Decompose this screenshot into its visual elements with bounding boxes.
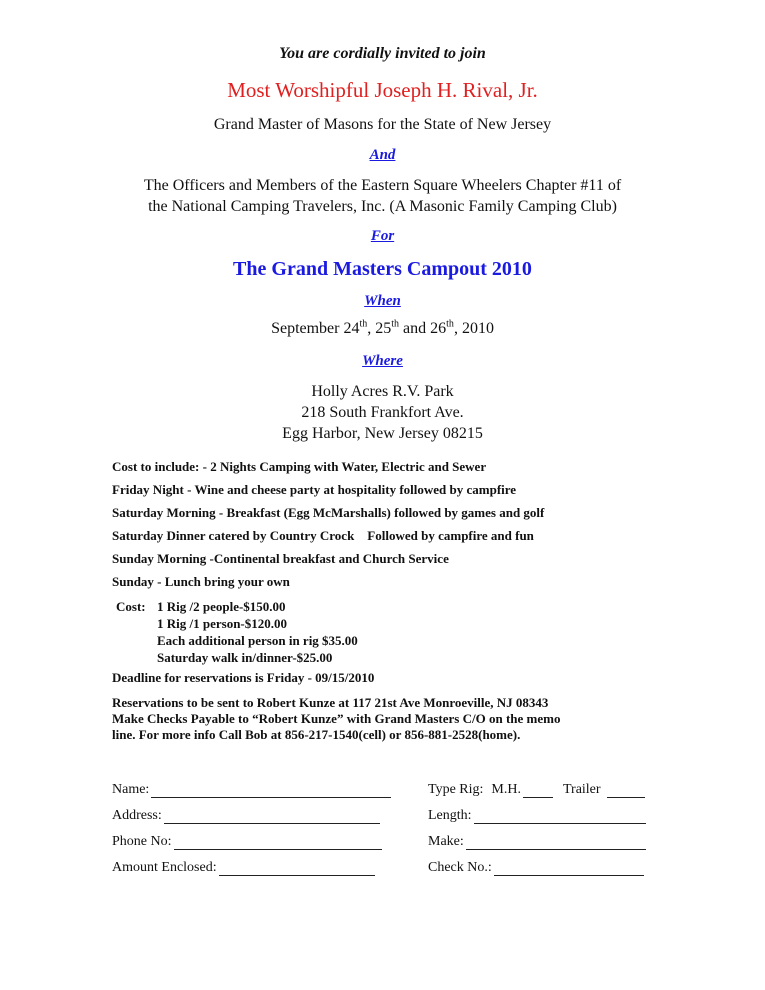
amount-blank[interactable] <box>219 862 375 876</box>
check-field <box>428 858 644 876</box>
cost-item: Each additional person in rig $35.00 <box>157 633 358 648</box>
date-sup: th <box>391 318 400 330</box>
detail-line: Sunday - Lunch bring your own <box>112 574 290 589</box>
reservation-line: line. For more info Call Bob at 856-217-1540(cell) or 856-881-2528(home). <box>112 727 521 742</box>
mh-label: M.H. <box>491 782 521 797</box>
cost-item: 1 Rig /1 person-$120.00 <box>157 616 287 631</box>
venue-address <box>0 381 765 444</box>
amount-label: Amount Enclosed: <box>112 860 217 875</box>
venue-city: Egg Harbor, New Jersey 08215 <box>282 425 483 442</box>
name-label: Name: <box>112 782 150 797</box>
phone-label: Phone No: <box>112 834 172 849</box>
detail-line: Saturday Morning - Breakfast (Egg McMarshalls) followed by games and golf <box>112 505 545 520</box>
address-label: Address: <box>112 808 162 823</box>
event-dates <box>0 320 765 338</box>
invitation-intro: You are cordially invited to join <box>279 45 486 62</box>
connector-when: When <box>364 293 401 309</box>
amount-field <box>112 858 375 876</box>
address-field <box>112 806 380 824</box>
make-field <box>428 832 646 850</box>
length-field <box>428 806 646 824</box>
grand-master-title: Grand Master of Masons for the State of New Jersey <box>213 116 552 133</box>
event-title: The Grand Masters Campout 2010 <box>233 258 532 280</box>
officers-text <box>0 175 765 217</box>
connector-for-wrap <box>0 227 765 245</box>
address-blank[interactable] <box>164 810 380 824</box>
date-part: , 25 <box>367 320 392 337</box>
venue-street: 218 South Frankfort Ave. <box>301 404 464 421</box>
length-label: Length: <box>428 808 472 823</box>
phone-field <box>112 832 382 850</box>
date-part: and 26 <box>399 320 447 337</box>
length-blank[interactable] <box>474 810 646 824</box>
reservation-line: Make Checks Payable to “Robert Kunze” with Grand Masters C/O on the memo <box>112 711 561 726</box>
date-sup: th <box>359 318 368 330</box>
make-blank[interactable] <box>466 836 646 850</box>
type-rig-label: Type Rig: <box>428 782 484 797</box>
reservation-info <box>112 695 632 743</box>
connector-where: Where <box>362 353 403 369</box>
detail-line: Cost to include: - 2 Nights Camping with Water, Electric and Sewer <box>112 459 487 474</box>
make-label: Make: <box>428 834 464 849</box>
connector-for: For <box>370 228 395 244</box>
date-part: , 2010 <box>453 320 494 337</box>
type-rig-field <box>428 780 645 798</box>
mh-blank[interactable] <box>523 784 553 798</box>
honoree-name: Most Worshipful Joseph H. Rival, Jr. <box>227 78 538 102</box>
detail-line: Friday Night - Wine and cheese party at hospitality followed by campfire <box>112 482 517 497</box>
connector-where-wrap <box>0 352 765 370</box>
date-sup: th <box>446 318 454 330</box>
reservation-line: Reservations to be sent to Robert Kunze at 117 21st Ave Monroeville, NJ 08343 <box>112 695 549 710</box>
trailer-blank[interactable] <box>607 784 645 798</box>
event-details <box>112 458 672 596</box>
connector-when-wrap <box>0 292 765 310</box>
phone-blank[interactable] <box>174 836 382 850</box>
name-field <box>112 780 391 798</box>
date-part: September 24 <box>271 320 360 337</box>
trailer-label: Trailer <box>562 782 601 797</box>
officers-line-1: The Officers and Members of the Eastern Square Wheelers Chapter #11 of <box>143 177 622 194</box>
venue-name: Holly Acres R.V. Park <box>311 383 454 400</box>
cost-label: Cost: <box>116 599 146 614</box>
cost-list <box>116 598 358 666</box>
officers-line-2: the National Camping Travelers, Inc. (A Masonic Family Camping Club) <box>148 198 617 215</box>
detail-line: Saturday Dinner catered by Country Crock Followed by campfire and fun <box>112 528 534 543</box>
cost-item: Saturday walk in/dinner-$25.00 <box>157 650 333 665</box>
check-blank[interactable] <box>494 862 644 876</box>
connector-and: And <box>369 147 396 163</box>
reservation-deadline: Deadline for reservations is Friday - 09/15/2010 <box>112 670 375 685</box>
detail-line: Sunday Morning -Continental breakfast and Church Service <box>112 551 449 566</box>
connector-and-wrap <box>0 146 765 164</box>
check-label: Check No.: <box>428 860 492 875</box>
cost-item: 1 Rig /2 people-$150.00 <box>157 599 286 614</box>
name-blank[interactable] <box>151 784 391 798</box>
